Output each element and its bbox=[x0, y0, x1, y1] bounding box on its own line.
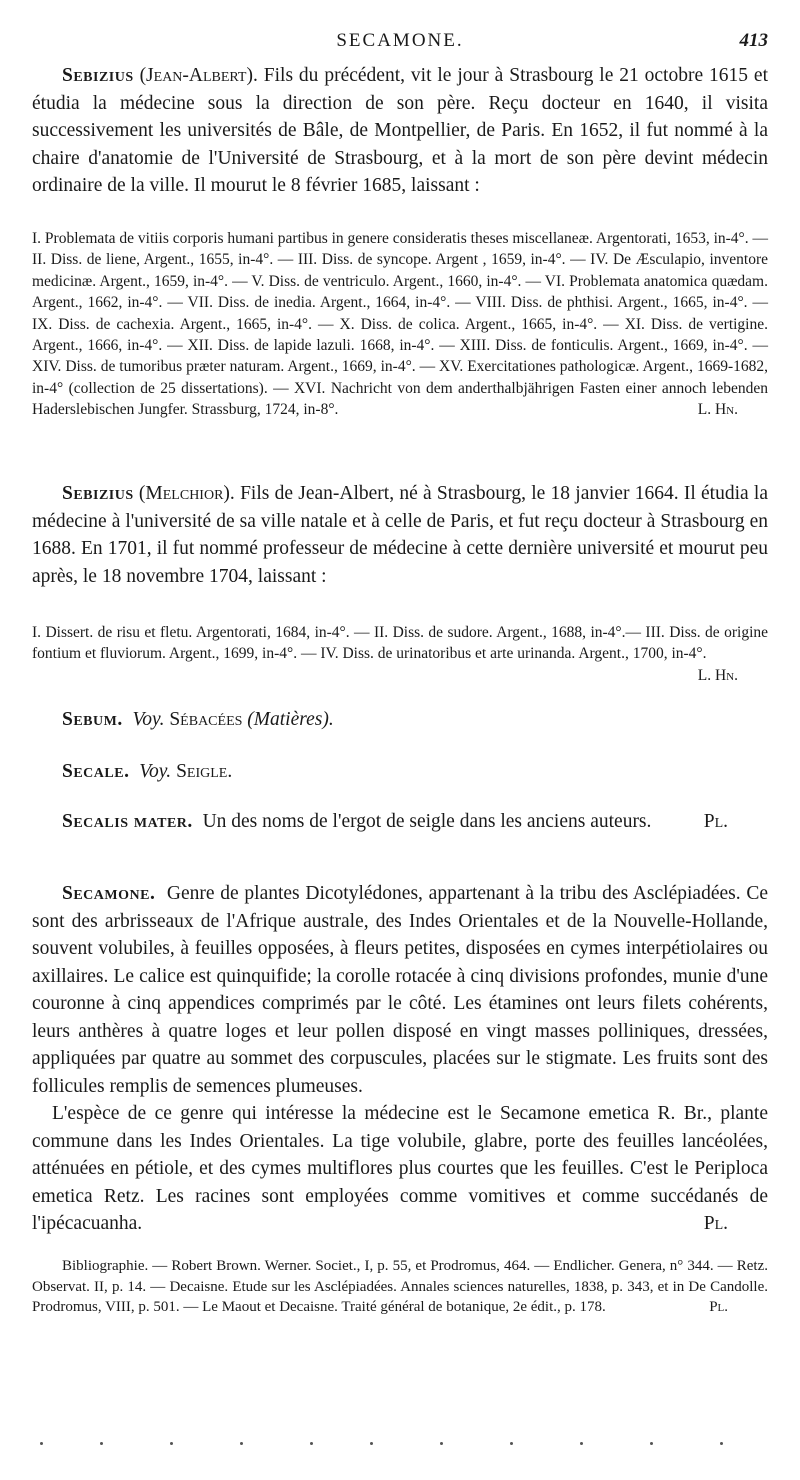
entry-text: Fils de Jean-Albert, né à Strasbourg, le 18 janvier 1664. Il étudia la médecine à l'université de sa ville natale et à celle de Paris, et fut reçu docteur à Strasbourg en 1688. En 1701, il fut nommé professeur de médecine à cette dernière université et mourut peu après, le 18 novembre 1704, laissant : bbox=[32, 483, 768, 587]
entry-paragraph bbox=[32, 1100, 768, 1238]
entry-secalis-mater bbox=[32, 808, 768, 836]
entry-text: Fils du précédent, vit le jour à Strasbourg le 21 octobre 1615 et étudia la médecine sous la direction de son père. Reçu docteur en 1640, il visita successivement les universités de Bâle, de Montpellier, de Paris. En 1652, il fut nommé à la chaire d'anatomie de l'Université de Strasbourg, et à la mort de son père devint médecin ordinaire de la ville. Il mourut le 8 février 1685, laissant : bbox=[32, 65, 768, 196]
entry-secale bbox=[32, 758, 768, 786]
page-number: 413 bbox=[739, 30, 768, 51]
cross-reference-link[interactable]: Seigle. bbox=[176, 761, 233, 782]
author-signature: L. Hn. bbox=[697, 666, 738, 684]
entry-text: Un des noms de l'ergot de seigle dans les anciens auteurs. bbox=[202, 811, 652, 832]
works-list-jean-albert bbox=[32, 228, 768, 421]
see-reference: Voy. bbox=[132, 709, 165, 730]
page-bottom-marks bbox=[40, 1442, 730, 1448]
entry-headword: Secale. bbox=[62, 761, 130, 782]
running-title: SECAMONE. bbox=[336, 30, 464, 51]
see-reference: Voy. bbox=[139, 761, 172, 782]
entry-headword: Secalis mater. bbox=[62, 811, 193, 832]
works-list-melchior bbox=[32, 622, 768, 686]
entry-headword: Secamone. bbox=[62, 883, 156, 904]
entry-secamone bbox=[32, 880, 768, 1238]
entry-paragraph bbox=[32, 880, 768, 1100]
entry-person-name: (Melchior). bbox=[138, 483, 235, 504]
bibliography-secamone bbox=[32, 1256, 768, 1318]
entry-sebizius-jean-albert bbox=[32, 62, 768, 200]
works-text: I. Dissert. de risu et fletu. Argentorati, 1684, in-4°. — II. Diss. de sudore. Argent., 1688, in-4°.— III. Diss. de origine fontium et fluviorum. Argent., 1699, in-4°. — IV. Diss. de urinatoribus et arte urinanda. Argent., 1700, in-4°. bbox=[32, 624, 768, 663]
page-header bbox=[32, 30, 768, 54]
entry-text: L'espèce de ce genre qui intéresse la médecine est le Secamone emetica R. Br., plante commune dans les Indes Orientales. La tige volubile, glabre, porte des feuilles lancéolées, atténuées en pétiole, et des cymes multiflores plus courtes que les feuilles. C'est le Periploca emetica Retz. Les racines sont employées comme vomitives et comme succédanés de l'ipécacuanha. bbox=[32, 1103, 768, 1234]
entry-headword: Sebum. bbox=[62, 709, 123, 730]
author-signature: L. Hn. bbox=[697, 401, 738, 419]
entry-headword: Sebizius bbox=[62, 65, 134, 86]
author-signature: Pl. bbox=[709, 1299, 728, 1315]
author-signature: Pl. bbox=[703, 1213, 728, 1234]
entry-sebum bbox=[32, 706, 768, 734]
cross-reference-qualifier: (Matières). bbox=[247, 709, 334, 730]
author-signature: Pl. bbox=[703, 811, 728, 832]
entry-person-name: (Jean-Albert). bbox=[139, 65, 258, 86]
entry-headword: Sebizius bbox=[62, 483, 134, 504]
entry-text: Genre de plantes Dicotylédones, appartenant à la tribu des Asclépiadées. Ce sont des arbrisseaux de l'Afrique australe, des Indes Orientales et de la Nouvelle-Hollande, souvent volubiles, à feuilles opposées, à fleurs petites, disposées en cymes interpétiolaires ou axillaires. Le calice est quinquifide; la corolle rotacée à cinq divisions profondes, munie d'une couronne à cinq appendices comprimés par le côté. Les étamines ont leurs filets cohérents, leurs anthères à quatre loges et leur pollen disposé en vingt masses polliniques, dressées, appliquées par quatre au sommet des corpuscules, placées sur le stigmate. Les fruits sont des follicules remplis de semences plumeuses. bbox=[32, 883, 769, 1097]
cross-reference-link[interactable]: Sébacées bbox=[169, 709, 243, 730]
works-text: I. Problemata de vitiis corporis humani partibus in genere consideratis theses miscellaneæ. Argentorati, 1653, in-4°. — II. Diss. de liene, Argent., 1655, in-4°. — III. Diss. de syncope. Argent , 1659, in-4°. — IV. De Æsculapio, inventore medicinæ. Argent., 1659, in-4°. — V. Diss. de ventriculo. Argent., 1660, in-4°. — VI. Problemata anatomica quædam. Argent., 1662, in-4°. — VII. Diss. de inedia. Argent., 1664, in-4°. — VIII. Diss. de phthisi. Argent., 1665, in-4°. — IX. Diss. de cachexia. Argent., 1665, in-4°. — X. Diss. de colica. Argent., 1665, in-4°. — XI. Diss. de vertigine. Argent., 1666, in-4°. — XII. Diss. de lapide lazuli. 1668, in-4°. — XIII. Diss. de fonticulis. Argent., 1669, in-4°. — XIV. Diss. de tumoribus præter naturam. Argent., 1669, in-4°. — XV. Exercitationes pathologicæ. Argent., 1669-1682, in-4° (collection de 25 dissertations). — XVI. Nachricht von dem anderthalbjährigen Fasten einer annoch lebenden Haderslebischen Jungfer. Strassburg, 1724, in-8°. bbox=[32, 230, 768, 419]
entry-sebizius-melchior bbox=[32, 480, 768, 590]
bibliography-text: Bibliographie. — Robert Brown. Werner. Societ., I, p. 55, et Prodromus, 464. — Endlicher. Genera, n° 344. — Retz. Observat. II, p. 14. — Decaisne. Etude sur les Asclépiadées. Annales sciences naturelles, 1838, p. 343, et in De Candolle. Prodromus, VIII, p. 501. — Le Maout et Decaisne. Traité général de botanique, 2e édit., p. 178. bbox=[32, 1258, 768, 1315]
